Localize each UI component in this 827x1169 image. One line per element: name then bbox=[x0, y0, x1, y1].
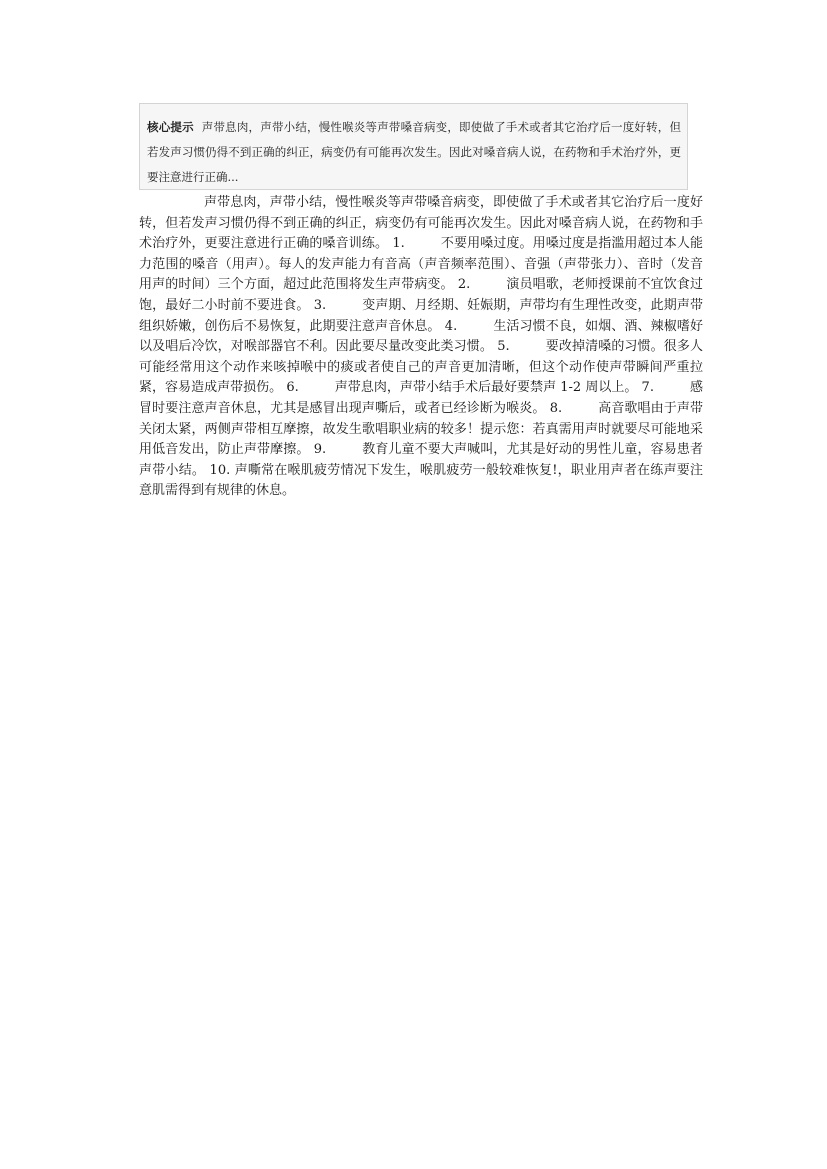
summary-label: 核心提示 bbox=[147, 120, 194, 134]
list-item-text: 不要用嗓过度。用嗓过度是指滥用超过本人能力范围的嗓音（用声）。每人的发声能力有音高（声音频率范围）、音强（声带张力）、音时（发音用声的时间）三个方面，超过此范围将发生声带病变。 bbox=[139, 236, 703, 293]
list-item-text: 生活习惯不良，如烟、酒、辣椒嗜好以及唱后冷饮，对喉部器官不利。因此要尽量改变此类习惯。 bbox=[139, 318, 703, 355]
summary-text: 声带息肉，声带小结，慢性喉炎等声带嗓音病变，即使做了手术或者其它治疗后一度好转，但若发声习惯仍得不到正确的纠正，病变仍有可能再次发生。因此对嗓音病人说，在药物和手术治疗外，更要注意进行正确... bbox=[147, 120, 682, 184]
list-item-num: 10. bbox=[209, 462, 231, 478]
list-item-num: 4. bbox=[444, 318, 458, 334]
list-item-text: 感冒时要注意声音休息，尤其是感冒出现声嘶后，或者已经诊断为喉炎。 bbox=[139, 380, 703, 416]
list-item-num: 2. bbox=[457, 277, 471, 293]
list-item-num: 5. bbox=[497, 339, 510, 355]
list-item-num: 7. bbox=[641, 380, 654, 396]
list-item-num: 8. bbox=[549, 400, 563, 416]
list-item-num: 1. bbox=[392, 236, 405, 252]
list-item-num: 9. bbox=[313, 442, 327, 458]
list-item-text: 声嘶常在喉肌疲劳情况下发生，喉肌疲劳一般较难恢复!，职业用声者在练声要注意肌需得到有规律的休息。 bbox=[139, 462, 703, 499]
list-item-num: 3. bbox=[313, 297, 327, 313]
article-body bbox=[139, 193, 703, 502]
list-item-text: 变声期、月经期、妊娠期，声带均有生理性改变，此期声带组织娇嫩，创伤后不易恢复，此期要注意声音休息。 bbox=[139, 297, 703, 334]
list-item-text: 高音歌唱由于声带关闭太紧，两侧声带相互摩擦，故发生歌唱职业病的较多！提示您：若真需用声时就要尽可能地采用低音发出，防止声带摩擦。 bbox=[139, 400, 703, 458]
list-item-text: 教育儿童不要大声喊叫，尤其是好动的男性儿童，容易患者声带小结。 bbox=[139, 442, 703, 478]
article-intro: 声带息肉，声带小结，慢性喉炎等声带嗓音病变，即使做了手术或者其它治疗后一度好转，但若发声习惯仍得不到正确的纠正，病变仍有可能再次发生。因此对嗓音病人说，在药物和手术治疗外，更要注意进行正确的嗓音训练。 bbox=[139, 195, 703, 252]
core-summary-box bbox=[139, 103, 688, 190]
list-item-num: 6. bbox=[286, 380, 299, 396]
list-item-text: 声带息肉，声带小结手术后最好要禁声 1-2 周以上。 bbox=[334, 380, 638, 396]
list-item-text: 演员唱歌，老师授课前不宜饮食过饱，最好二小时前不要进食。 bbox=[139, 277, 703, 313]
list-item-text: 要改掉清嗓的习惯。很多人可能经常用这个动作来咳掉喉中的痰或者使自己的声音更加清晰，但这个动作使声带瞬间严重拉紧，容易造成声带损伤。 bbox=[139, 339, 703, 396]
